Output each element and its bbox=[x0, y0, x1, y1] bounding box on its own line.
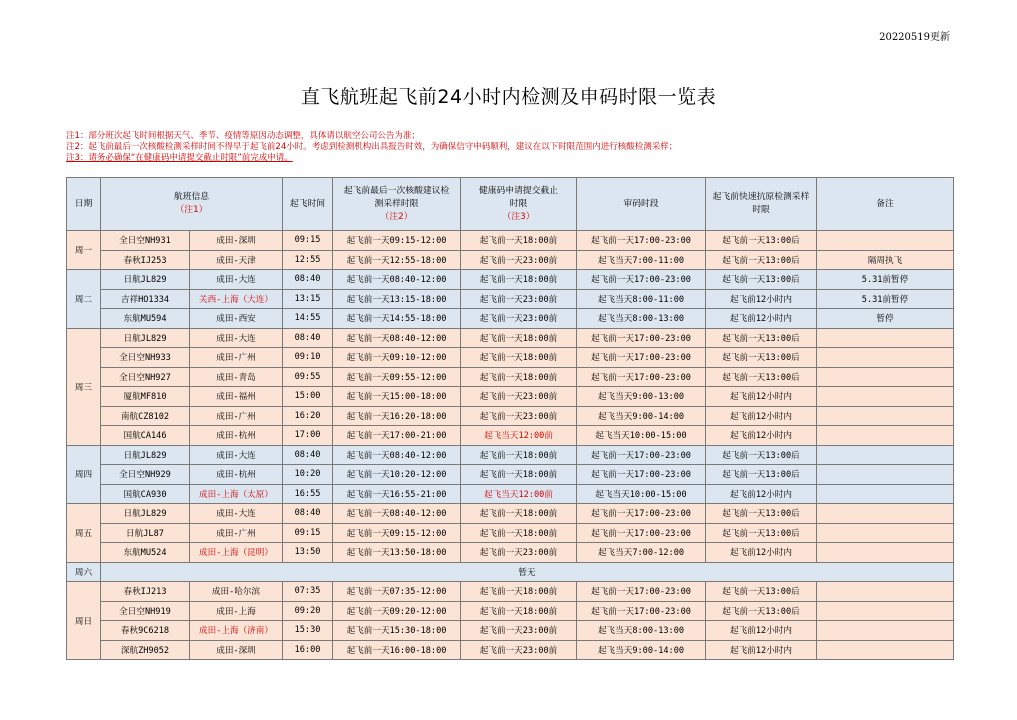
review-cell: 起飞当天7:00-11:00 bbox=[577, 250, 706, 270]
flight-cell: 日航JL829 bbox=[101, 328, 190, 348]
remark-cell bbox=[817, 426, 954, 446]
route-cell: 成田-福州 bbox=[190, 387, 283, 407]
route-cell: 成田-西安 bbox=[190, 309, 283, 329]
route-cell: 成田-大连 bbox=[190, 328, 283, 348]
route-cell: 成田-杭州 bbox=[190, 465, 283, 485]
flight-cell: 日航JL829 bbox=[101, 445, 190, 465]
page-title: 直飞航班起飞前24小时内检测及申码时限一览表 bbox=[300, 86, 717, 108]
table-row bbox=[67, 582, 954, 602]
remark-cell bbox=[817, 348, 954, 368]
antigen-cell: 起飞前12小时内 bbox=[706, 289, 817, 309]
apply-cell: 起飞前一天23:00前 bbox=[461, 621, 577, 641]
table-row bbox=[67, 270, 954, 290]
antigen-cell: 起飞前一天13:00后 bbox=[706, 465, 817, 485]
time-cell: 08:40 bbox=[283, 445, 333, 465]
flight-cell: 全日空NH929 bbox=[101, 465, 190, 485]
apply-cell: 起飞前一天18:00前 bbox=[461, 328, 577, 348]
apply-cell: 起飞前一天18:00前 bbox=[461, 465, 577, 485]
review-cell: 起飞当天10:00-15:00 bbox=[577, 426, 706, 446]
test-cell: 起飞前一天09:55-12:00 bbox=[333, 367, 461, 387]
test-cell: 起飞前一天09:20-12:00 bbox=[333, 601, 461, 621]
flight-cell: 吉祥HO1334 bbox=[101, 289, 190, 309]
note-3: 注3：请务必确保“在健康码申请提交截止时限”前完成申请。 bbox=[66, 153, 293, 163]
antigen-cell: 起飞前一天13:00后 bbox=[706, 367, 817, 387]
apply-cell: 起飞前一天18:00前 bbox=[461, 367, 577, 387]
route-cell: 成田-深圳 bbox=[190, 640, 283, 660]
remark-cell: 5.31前暂停 bbox=[817, 289, 954, 309]
test-cell: 起飞前一天16:00-18:00 bbox=[333, 640, 461, 660]
test-cell: 起飞前一天17:00-21:00 bbox=[333, 426, 461, 446]
time-cell: 10:20 bbox=[283, 465, 333, 485]
test-cell: 起飞前一天16:20-18:00 bbox=[333, 406, 461, 426]
time-cell: 15:00 bbox=[283, 387, 333, 407]
antigen-cell: 起飞前12小时内 bbox=[706, 387, 817, 407]
table-row bbox=[67, 465, 954, 485]
antigen-cell: 起飞前一天13:00后 bbox=[706, 523, 817, 543]
remark-cell bbox=[817, 367, 954, 387]
remark-cell bbox=[817, 406, 954, 426]
table-row bbox=[67, 601, 954, 621]
route-cell: 成田-杭州 bbox=[190, 426, 283, 446]
review-cell: 起飞当天8:00-13:00 bbox=[577, 621, 706, 641]
route-cell: 成田-上海（太原） bbox=[190, 484, 283, 504]
header-antigen-label: 起飞前快速抗原检测采样时限 bbox=[712, 192, 810, 215]
review-cell: 起飞当天8:00-11:00 bbox=[577, 289, 706, 309]
day-cell: 周三 bbox=[67, 328, 101, 445]
remark-cell bbox=[817, 582, 954, 602]
header-test-label: 起飞前最后一次核酸建议检测采样时限 bbox=[343, 185, 450, 209]
route-cell: 成田-深圳 bbox=[190, 231, 283, 251]
test-cell: 起飞前一天10:20-12:00 bbox=[333, 465, 461, 485]
flight-cell: 全日空NH919 bbox=[101, 601, 190, 621]
apply-cell: 起飞前一天23:00前 bbox=[461, 406, 577, 426]
time-cell: 08:40 bbox=[283, 328, 333, 348]
apply-cell: 起飞前一天18:00前 bbox=[461, 348, 577, 368]
test-cell: 起飞前一天09:15-12:00 bbox=[333, 523, 461, 543]
remark-cell: 5.31前暂停 bbox=[817, 270, 954, 290]
apply-cell: 起飞前一天18:00前 bbox=[461, 523, 577, 543]
antigen-cell: 起飞前一天13:00后 bbox=[706, 348, 817, 368]
day-cell: 周六 bbox=[67, 562, 101, 582]
header-day: 日期 bbox=[67, 178, 101, 231]
flight-cell: 深航ZH9052 bbox=[101, 640, 190, 660]
flight-cell: 春秋IJ253 bbox=[101, 250, 190, 270]
header-apply bbox=[461, 178, 577, 231]
header-apply-label: 健康码申请提交截止时限 bbox=[478, 185, 559, 209]
header-antigen bbox=[706, 178, 817, 231]
time-cell: 16:55 bbox=[283, 484, 333, 504]
header-review: 审码时段 bbox=[577, 178, 706, 231]
route-cell: 成田-上海（济南） bbox=[190, 621, 283, 641]
review-cell: 起飞前一天17:00-23:00 bbox=[577, 348, 706, 368]
header-dep-time: 起飞时间 bbox=[283, 178, 333, 231]
antigen-cell: 起飞前12小时内 bbox=[706, 543, 817, 563]
apply-cell: 起飞前一天23:00前 bbox=[461, 543, 577, 563]
apply-cell: 起飞前一天18:00前 bbox=[461, 601, 577, 621]
flight-cell: 日航JL87 bbox=[101, 523, 190, 543]
time-cell: 09:10 bbox=[283, 348, 333, 368]
table-row bbox=[67, 562, 954, 582]
antigen-cell: 起飞前一天13:00后 bbox=[706, 582, 817, 602]
review-cell: 起飞前一天17:00-23:00 bbox=[577, 367, 706, 387]
remark-cell bbox=[817, 640, 954, 660]
apply-cell: 起飞前一天23:00前 bbox=[461, 289, 577, 309]
review-cell: 起飞当天9:00-14:00 bbox=[577, 640, 706, 660]
table-row bbox=[67, 621, 954, 641]
remark-cell bbox=[817, 601, 954, 621]
flight-cell: 春秋IJ213 bbox=[101, 582, 190, 602]
review-cell: 起飞当天10:00-15:00 bbox=[577, 484, 706, 504]
time-cell: 09:15 bbox=[283, 523, 333, 543]
test-cell: 起飞前一天08:40-12:00 bbox=[333, 270, 461, 290]
remark-cell: 隔周执飞 bbox=[817, 250, 954, 270]
route-cell: 成田-大连 bbox=[190, 445, 283, 465]
route-cell: 成田-大连 bbox=[190, 504, 283, 524]
antigen-cell: 起飞前一天13:00后 bbox=[706, 504, 817, 524]
route-cell: 成田-哈尔滨 bbox=[190, 582, 283, 602]
table-row bbox=[67, 309, 954, 329]
review-cell: 起飞当天9:00-13:00 bbox=[577, 387, 706, 407]
header-flight-label: 航班信息 bbox=[173, 192, 210, 202]
antigen-cell: 起飞前一天13:00后 bbox=[706, 270, 817, 290]
flight-cell: 全日空NH927 bbox=[101, 367, 190, 387]
antigen-cell: 起飞前一天13:00后 bbox=[706, 328, 817, 348]
route-cell: 成田-青岛 bbox=[190, 367, 283, 387]
antigen-cell: 起飞前12小时内 bbox=[706, 484, 817, 504]
review-cell: 起飞前一天17:00-23:00 bbox=[577, 270, 706, 290]
header-apply-note: （注3） bbox=[502, 211, 535, 222]
table-body bbox=[67, 231, 954, 660]
test-cell: 起飞前一天16:55-21:00 bbox=[333, 484, 461, 504]
remark-cell: 暂停 bbox=[817, 309, 954, 329]
apply-cell: 起飞前一天18:00前 bbox=[461, 582, 577, 602]
table-row bbox=[67, 543, 954, 563]
apply-cell: 起飞前一天18:00前 bbox=[461, 231, 577, 251]
remark-cell bbox=[817, 387, 954, 407]
review-cell: 起飞当天9:00-14:00 bbox=[577, 406, 706, 426]
remark-cell bbox=[817, 465, 954, 485]
apply-cell: 起飞前一天18:00前 bbox=[461, 504, 577, 524]
flight-cell: 春秋9C6218 bbox=[101, 621, 190, 641]
time-cell: 09:15 bbox=[283, 231, 333, 251]
test-cell: 起飞前一天15:30-18:00 bbox=[333, 621, 461, 641]
flight-cell: 日航JL829 bbox=[101, 270, 190, 290]
test-cell: 起飞前一天15:00-18:00 bbox=[333, 387, 461, 407]
flight-table bbox=[66, 177, 954, 660]
flight-cell: 厦航MF810 bbox=[101, 387, 190, 407]
antigen-cell: 起飞前12小时内 bbox=[706, 640, 817, 660]
time-cell: 09:20 bbox=[283, 601, 333, 621]
apply-cell: 起飞前一天23:00前 bbox=[461, 250, 577, 270]
antigen-cell: 起飞前一天13:00后 bbox=[706, 250, 817, 270]
remark-cell bbox=[817, 543, 954, 563]
test-cell: 起飞前一天13:15-18:00 bbox=[333, 289, 461, 309]
time-cell: 14:55 bbox=[283, 309, 333, 329]
table-row bbox=[67, 289, 954, 309]
table-row bbox=[67, 484, 954, 504]
route-cell: 关西-上海（大连） bbox=[190, 289, 283, 309]
flight-cell: 日航JL829 bbox=[101, 504, 190, 524]
route-cell: 成田-上海 bbox=[190, 601, 283, 621]
time-cell: 08:40 bbox=[283, 270, 333, 290]
apply-cell: 起飞当天12:00前 bbox=[461, 484, 577, 504]
route-cell: 成田-广州 bbox=[190, 523, 283, 543]
day-cell: 周一 bbox=[67, 231, 101, 270]
flight-cell: 全日空NH931 bbox=[101, 231, 190, 251]
time-cell: 15:30 bbox=[283, 621, 333, 641]
test-cell: 起飞前一天09:15-12:00 bbox=[333, 231, 461, 251]
table-row bbox=[67, 445, 954, 465]
route-cell: 成田-广州 bbox=[190, 348, 283, 368]
review-cell: 起飞前一天17:00-23:00 bbox=[577, 504, 706, 524]
review-cell: 起飞前一天17:00-23:00 bbox=[577, 231, 706, 251]
flight-cell: 国航CA146 bbox=[101, 426, 190, 446]
review-cell: 起飞当天7:00-12:00 bbox=[577, 543, 706, 563]
route-cell: 成田-上海（昆明） bbox=[190, 543, 283, 563]
table-row bbox=[67, 426, 954, 446]
test-cell: 起飞前一天08:40-12:00 bbox=[333, 445, 461, 465]
route-cell: 成田-广州 bbox=[190, 406, 283, 426]
header-test bbox=[333, 178, 461, 231]
route-cell: 成田-大连 bbox=[190, 270, 283, 290]
test-cell: 起飞前一天12:55-18:00 bbox=[333, 250, 461, 270]
flight-cell: 全日空NH933 bbox=[101, 348, 190, 368]
apply-cell: 起飞前一天18:00前 bbox=[461, 270, 577, 290]
header-remark: 备注 bbox=[817, 178, 954, 231]
day-cell: 周四 bbox=[67, 445, 101, 504]
antigen-cell: 起飞前一天13:00后 bbox=[706, 231, 817, 251]
time-cell: 13:50 bbox=[283, 543, 333, 563]
table-row bbox=[67, 504, 954, 524]
remark-cell bbox=[817, 504, 954, 524]
test-cell: 起飞前一天07:35-12:00 bbox=[333, 582, 461, 602]
review-cell: 起飞前一天17:00-23:00 bbox=[577, 328, 706, 348]
test-cell: 起飞前一天09:10-12:00 bbox=[333, 348, 461, 368]
time-cell: 13:15 bbox=[283, 289, 333, 309]
antigen-cell: 起飞前12小时内 bbox=[706, 426, 817, 446]
day-cell: 周日 bbox=[67, 582, 101, 660]
header-test-note: （注2） bbox=[380, 211, 413, 222]
apply-cell: 起飞前一天18:00前 bbox=[461, 445, 577, 465]
table-row bbox=[67, 250, 954, 270]
table-row bbox=[67, 348, 954, 368]
update-date: 20220519更新 bbox=[879, 32, 950, 43]
test-cell: 起飞前一天08:40-12:00 bbox=[333, 504, 461, 524]
remark-cell bbox=[817, 231, 954, 251]
review-cell: 起飞前一天17:00-23:00 bbox=[577, 465, 706, 485]
flight-cell: 东航MU594 bbox=[101, 309, 190, 329]
table-row bbox=[67, 406, 954, 426]
time-cell: 09:55 bbox=[283, 367, 333, 387]
test-cell: 起飞前一天14:55-18:00 bbox=[333, 309, 461, 329]
time-cell: 07:35 bbox=[283, 582, 333, 602]
apply-cell: 起飞前一天23:00前 bbox=[461, 309, 577, 329]
flight-cell: 东航MU524 bbox=[101, 543, 190, 563]
review-cell: 起飞当天8:00-13:00 bbox=[577, 309, 706, 329]
time-cell: 16:00 bbox=[283, 640, 333, 660]
day-cell: 周五 bbox=[67, 504, 101, 563]
time-cell: 12:55 bbox=[283, 250, 333, 270]
review-cell: 起飞前一天17:00-23:00 bbox=[577, 582, 706, 602]
route-cell: 成田-天津 bbox=[190, 250, 283, 270]
table-row bbox=[67, 367, 954, 387]
antigen-cell: 起飞前12小时内 bbox=[706, 309, 817, 329]
no-flight-cell: 暂无 bbox=[101, 562, 954, 582]
table-row bbox=[67, 231, 954, 251]
apply-cell: 起飞前一天23:00前 bbox=[461, 640, 577, 660]
antigen-cell: 起飞前12小时内 bbox=[706, 406, 817, 426]
remark-cell bbox=[817, 621, 954, 641]
time-cell: 17:00 bbox=[283, 426, 333, 446]
remark-cell bbox=[817, 523, 954, 543]
remark-cell bbox=[817, 328, 954, 348]
time-cell: 08:40 bbox=[283, 504, 333, 524]
antigen-cell: 起飞前一天13:00后 bbox=[706, 445, 817, 465]
apply-cell: 起飞当天12:00前 bbox=[461, 426, 577, 446]
flight-cell: 南航CZ8102 bbox=[101, 406, 190, 426]
table-row bbox=[67, 640, 954, 660]
table-row bbox=[67, 387, 954, 407]
remark-cell bbox=[817, 484, 954, 504]
flight-cell: 国航CA930 bbox=[101, 484, 190, 504]
antigen-cell: 起飞前一天13:00后 bbox=[706, 601, 817, 621]
note-1: 注1：部分班次起飞时间根据天气、季节、疫情等原因动态调整，具体请以航空公司公告为准； bbox=[66, 131, 420, 141]
notes bbox=[66, 131, 677, 164]
time-cell: 16:20 bbox=[283, 406, 333, 426]
header-flight-note: （注1） bbox=[175, 205, 208, 215]
test-cell: 起飞前一天13:50-18:00 bbox=[333, 543, 461, 563]
review-cell: 起飞前一天17:00-23:00 bbox=[577, 445, 706, 465]
remark-cell bbox=[817, 445, 954, 465]
antigen-cell: 起飞前12小时内 bbox=[706, 621, 817, 641]
table-header-row bbox=[67, 178, 954, 231]
day-cell: 周二 bbox=[67, 270, 101, 329]
review-cell: 起飞前一天17:00-23:00 bbox=[577, 601, 706, 621]
review-cell: 起飞前一天17:00-23:00 bbox=[577, 523, 706, 543]
apply-cell: 起飞前一天23:00前 bbox=[461, 387, 577, 407]
test-cell: 起飞前一天08:40-12:00 bbox=[333, 328, 461, 348]
note-2: 注2：起飞前最后一次核酸检测采样时间不得早于起飞前24小时。考虑到检测机构出具报告时效，为确保信守申码顺利，建议在以下时限范围内进行核酸检测采样； bbox=[66, 142, 678, 152]
table-row bbox=[67, 523, 954, 543]
header-flight bbox=[101, 178, 283, 231]
table-row bbox=[67, 328, 954, 348]
